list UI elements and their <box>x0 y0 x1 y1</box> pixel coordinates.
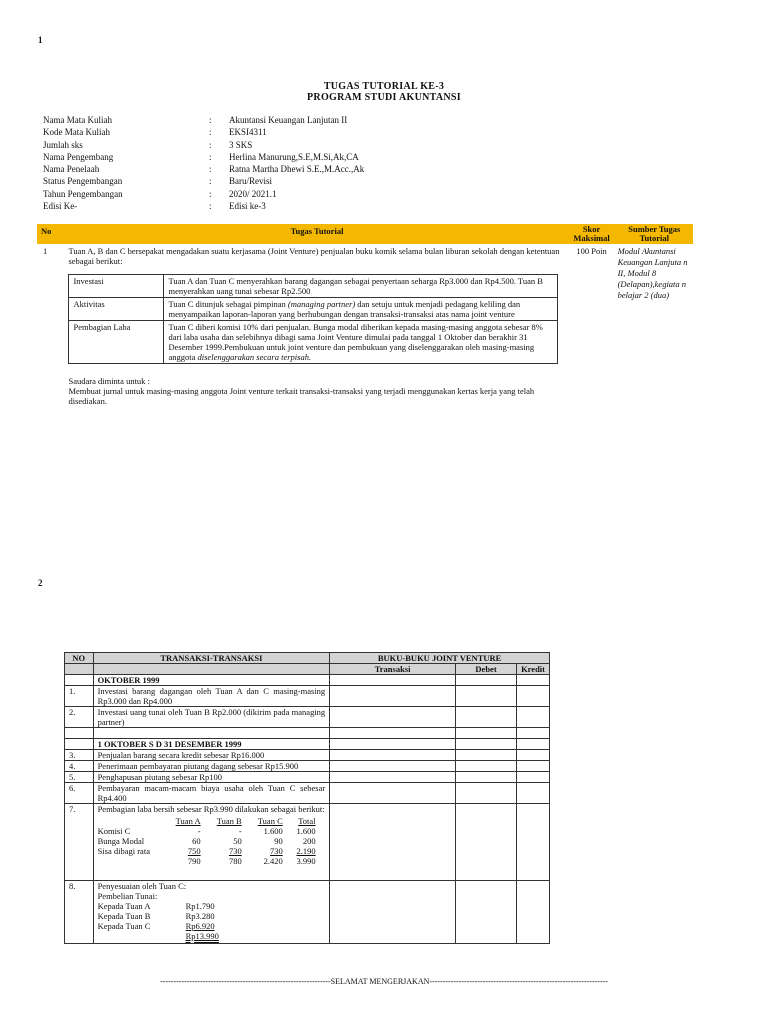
info-colon: : <box>209 127 212 138</box>
page-number: 1 <box>38 35 43 45</box>
calc-value: - <box>197 826 201 836</box>
calc-label: Komisi C <box>97 826 131 836</box>
buy-label: Kepada Tuan A <box>97 901 151 911</box>
term-label: Investasi <box>69 275 164 298</box>
info-value: 2020/ 2021.1 <box>229 188 277 199</box>
info-label: Nama Penelaah <box>43 164 100 175</box>
info-row <box>43 201 543 213</box>
info-row <box>43 115 543 127</box>
header-no: No <box>41 226 52 236</box>
page-number: 2 <box>38 578 43 588</box>
col-sub-transaksi: Transaksi <box>330 664 456 675</box>
calc-value: 1.600 <box>296 826 316 836</box>
calc-label <box>98 856 164 866</box>
info-colon: : <box>209 164 212 175</box>
row-text: Pembagian laba bersih sebesar Rp3.990 dilakukan sebagai berikut: <box>97 804 325 814</box>
col-no: NO <box>65 653 94 664</box>
row-text: Investasi barang dagangan oleh Tuan A dan C masing-masing Rp3.000 dan Rp4.000 <box>93 686 330 707</box>
info-row <box>43 152 543 164</box>
calc-value: 780 <box>228 856 242 866</box>
info-label: Status Pengembangan <box>43 176 123 187</box>
row-no: 3. <box>65 750 94 761</box>
row-no: 2. <box>65 707 94 728</box>
row-text: Pembayaran macam-macam biaya usaha oleh Tuan C sebesar Rp4.400 <box>93 783 330 804</box>
calc-value: 730 <box>270 846 283 856</box>
calc-value: 3.990 <box>296 856 316 866</box>
info-value: Baru/Revisi <box>229 176 272 187</box>
row-text: Penghapusan piutang sebesar Rp100 <box>93 772 330 783</box>
col-debet: Debet <box>456 664 517 675</box>
calc-label: Bunga Modal <box>97 836 145 846</box>
buy-value: Rp1.790 <box>185 901 215 911</box>
calc-value: 60 <box>192 836 201 846</box>
row-text: Investasi uang tunai oleh Tuan B Rp2.000 (dikirim pada managing partner) <box>93 707 330 728</box>
row-number: 1 <box>43 246 48 256</box>
info-value: EKSI4311 <box>229 127 267 138</box>
info-row <box>43 176 543 188</box>
info-label: Edisi Ke- <box>43 201 78 212</box>
info-row <box>43 164 543 176</box>
calc-value: 2.420 <box>263 856 283 866</box>
term-text: Tuan C diberi komisi 10% dari penjualan. Bunga modal diberikan kepada masing-masing anggota sebesar 8% dari laba usaha dan selebihnya dibagi sama Joint Venture dimulai pada tanggal 1 Oktober dan berakhir 31 Desember 1999.Pembukuan untuk joint venture dan pembukuan yang diselenggarakan oleh masing-masing anggota diselenggarakan secara terpisah. <box>164 321 558 364</box>
row-text: Penerimaan pembayaran piutang dagang sebesar Rp15.900 <box>93 761 330 772</box>
row-no: 6. <box>65 783 94 804</box>
info-label: Nama Mata Kuliah <box>43 115 112 125</box>
buy-value: Rp6.920 <box>185 921 215 931</box>
row-no: 1. <box>65 686 94 707</box>
calc-head: Tuan B <box>216 816 242 826</box>
footer-text: ----------------------------------------------------------------SELAMAT MENGERJAKAN------------------------------------------------------------------- <box>160 977 608 986</box>
question-text: Membuat jurnal untuk masing-masing anggota Joint venture terkait transaksi-transaksi yang terjadi menggunakan kertas kerja yang telah disediakan. <box>68 386 535 406</box>
info-value: Edisi ke-3 <box>229 201 266 212</box>
info-label: Kode Mata Kuliah <box>43 127 110 138</box>
source: Modul Akuntansi Keuangan Lanjuta n II, Modul 8 (Delapan),kegiata n belajar 2 (dua) <box>617 246 688 300</box>
info-label: Jumlah sks <box>43 139 83 150</box>
section-heading: OKTOBER 1999 <box>93 675 330 686</box>
info-colon: : <box>209 139 212 150</box>
worksheet <box>64 652 550 944</box>
info-colon: : <box>209 115 212 125</box>
row-no: 5. <box>65 772 94 783</box>
info-colon: : <box>209 176 212 187</box>
assignment-table <box>37 224 693 408</box>
info-value: 3 SKS <box>229 139 253 150</box>
calc-head: Total <box>298 816 316 826</box>
info-value: Akuntansi Keuangan Lanjutan II <box>229 115 348 125</box>
row-no: 7. <box>65 804 94 881</box>
calc-value: 790 <box>187 856 201 866</box>
calc-value: 50 <box>233 836 242 846</box>
header-tugas: Tugas Tutorial <box>290 226 344 236</box>
header-skor: Skor Maksimal <box>573 224 610 243</box>
info-row <box>43 127 543 139</box>
terms-table <box>68 274 558 364</box>
calc-value: 1.600 <box>263 826 283 836</box>
col-buku: BUKU-BUKU JOINT VENTURE <box>330 653 550 664</box>
header-sumber: Sumber Tugas Tutorial <box>628 224 681 243</box>
row-no: 8. <box>65 881 94 944</box>
score: 100 Poin <box>576 246 607 256</box>
term-text: Tuan C ditunjuk sebagai pimpinan (managing partner) dan setuju untuk menjadi pedagang keliling dan menyampaikan laporan-laporan yang berhubungan dengan transaksi-transaksi atas nama joint venture <box>164 298 558 321</box>
calc-value: 200 <box>302 836 316 846</box>
purchase-list <box>98 901 238 941</box>
info-row <box>43 140 543 152</box>
calc-label: Sisa dibagi rata <box>97 846 150 856</box>
term-label: Aktivitas <box>69 298 164 321</box>
col-transaksi: TRANSAKSI-TRANSAKSI <box>93 653 330 664</box>
intro-text: Tuan A, B dan C bersepakat mengadakan suatu kerjasama (Joint Venture) penjualan buku komik selama bulan liburan sekolah dengan ketentuan sebagai berikut: <box>68 246 560 266</box>
row-text: Penyesuaian oleh Tuan C: <box>97 881 187 891</box>
profit-split-table <box>98 816 320 866</box>
term-text: Tuan A dan Tuan C menyerahkan barang dagangan sebagai penyertaan seharga Rp3.000 dan Rp4.500. Tuan B menyerahkan uang tunai sebesar Rp2.500 <box>164 275 558 298</box>
col-kredit: Kredit <box>517 664 550 675</box>
calc-value: 2.190 <box>296 846 316 856</box>
calc-value: 90 <box>274 836 283 846</box>
info-value: Herlina Manurung,S.E,M.Si,Ak,CA <box>229 151 359 162</box>
info-colon: : <box>209 201 212 212</box>
info-row <box>43 189 543 201</box>
row-no: 4. <box>65 761 94 772</box>
info-label: Tahun Pengembangan <box>43 188 123 199</box>
course-info <box>43 115 543 213</box>
section-heading: 1 OKTOBER S D 31 DESEMBER 1999 <box>93 739 330 750</box>
info-label: Nama Pengembang <box>43 151 114 162</box>
calc-head: Tuan A <box>175 816 201 826</box>
question-lead: Saudara diminta untuk : <box>68 376 150 386</box>
buy-label: Kepada Tuan B <box>97 911 151 921</box>
row-subtext: Pembelian Tunai: <box>97 891 158 901</box>
calc-value: - <box>238 826 242 836</box>
buy-total: Rp13.990 <box>185 931 219 941</box>
doc-title: TUGAS TUTORIAL KE-3 <box>323 81 445 92</box>
buy-value: Rp3.280 <box>185 911 215 921</box>
calc-head: Tuan C <box>257 816 283 826</box>
info-value: Ratna Martha Dhewi S.E.,M.Acc.,Ak <box>229 164 365 175</box>
row-text: Penjualan barang secara kredit sebesar Rp16.000 <box>93 750 330 761</box>
calc-value: 750 <box>187 846 201 856</box>
doc-subtitle: PROGRAM STUDI AKUNTANSI <box>307 92 461 103</box>
term-label: Pembagian Laba <box>69 321 164 364</box>
info-colon: : <box>209 188 212 199</box>
buy-label: Kepada Tuan C <box>97 921 151 931</box>
info-colon: : <box>209 151 212 162</box>
calc-value: 730 <box>228 846 242 856</box>
